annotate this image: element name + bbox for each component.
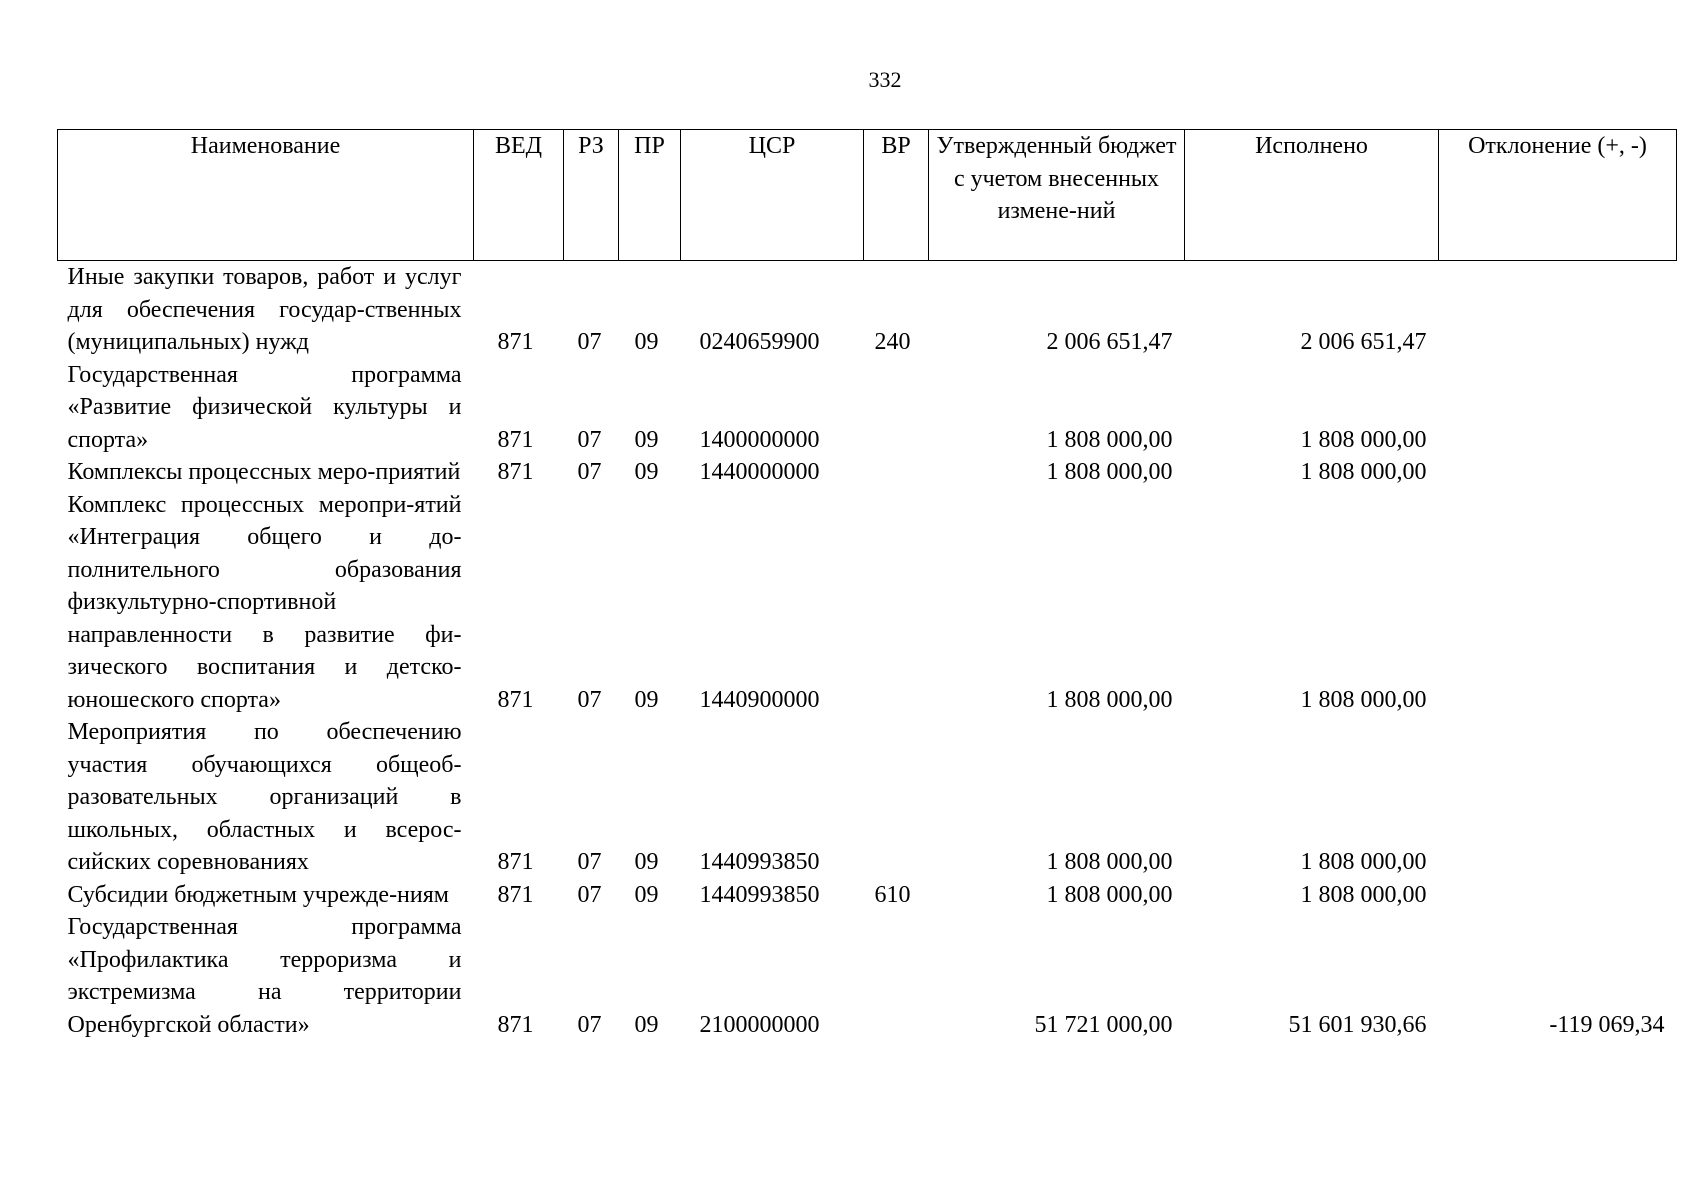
table-header — [58, 130, 1677, 261]
header-approved: Утвержденный бюджет с учетом внесенных измене-ний — [929, 130, 1185, 261]
header-row — [58, 130, 1677, 261]
header-rz: РЗ — [564, 130, 619, 261]
row-csr: 2100000000 — [699, 1011, 820, 1038]
row-pr: 09 — [634, 881, 659, 908]
row-pr: 09 — [634, 426, 659, 453]
row-approved: 1 808 000,00 — [1046, 426, 1173, 453]
row-approved: 1 808 000,00 — [1046, 849, 1173, 875]
row-vr — [864, 716, 929, 879]
row-ved: 871 — [497, 881, 534, 908]
row-executed: 1 808 000,00 — [1300, 459, 1427, 485]
row-approved: 1 808 000,00 — [1046, 686, 1173, 713]
row-csr: 1440900000 — [699, 686, 820, 713]
header-name: Наименование — [58, 130, 474, 261]
row-name: Комплексы процессных меро-приятий — [67, 459, 461, 485]
row-executed: 1 808 000,00 — [1300, 881, 1427, 908]
header-deviation: Отклонение (+, -) — [1439, 130, 1677, 261]
row-deviation — [1439, 359, 1677, 457]
row-vr: 240 — [874, 329, 911, 355]
row-deviation — [1439, 489, 1677, 717]
row-deviation — [1439, 716, 1677, 879]
row-approved: 2 006 651,47 — [1046, 329, 1173, 355]
row-vr: 610 — [874, 881, 911, 908]
row-csr: 0240659900 — [699, 329, 820, 355]
table-row — [58, 489, 1677, 717]
row-ved: 871 — [497, 426, 534, 453]
header-executed: Исполнено — [1185, 130, 1439, 261]
row-deviation: -119 069,34 — [1549, 1011, 1665, 1038]
row-csr: 1440993850 — [699, 881, 820, 908]
row-name: Мероприятия по обеспечению участия обучающихся общеоб-разовательных организаций в школьных, областных и всерос-сийских соревнованиях — [67, 719, 462, 875]
row-executed: 1 808 000,00 — [1300, 849, 1427, 875]
row-name: Государственная программа «Развитие физической культуры и спорта» — [67, 361, 462, 453]
row-vr — [864, 911, 929, 1041]
row-executed: 51 601 930,66 — [1288, 1011, 1427, 1038]
row-ved: 871 — [497, 459, 534, 485]
row-pr: 09 — [634, 1011, 659, 1038]
row-deviation — [1439, 456, 1677, 489]
table-body — [58, 261, 1677, 1042]
row-ved: 871 — [497, 849, 534, 875]
row-rz: 07 — [577, 849, 602, 875]
row-rz: 07 — [577, 426, 602, 453]
row-deviation — [1439, 261, 1677, 359]
row-ved: 871 — [497, 686, 534, 713]
row-name: Государственная программа «Профилактика терроризма и экстремизма на территории Оренбургской области» — [67, 914, 462, 1038]
row-name: Комплекс процессных меропри-ятий «Интеграция общего и до-полнительного образования физкультурно-спортивной направленности в развитие фи-зического воспитания и детско-юношеского спорта» — [67, 491, 462, 713]
row-csr: 1400000000 — [699, 426, 820, 453]
row-pr: 09 — [634, 686, 659, 713]
table-row — [58, 911, 1677, 1041]
table-row — [58, 879, 1677, 912]
table-row — [58, 716, 1677, 879]
row-approved: 1 808 000,00 — [1046, 881, 1173, 908]
row-rz: 07 — [577, 329, 602, 355]
row-vr — [864, 456, 929, 489]
header-ved: ВЕД — [474, 130, 564, 261]
row-executed: 1 808 000,00 — [1300, 426, 1427, 453]
row-rz: 07 — [577, 1011, 602, 1038]
row-approved: 1 808 000,00 — [1046, 459, 1173, 485]
row-approved: 51 721 000,00 — [1034, 1011, 1173, 1038]
row-rz: 07 — [577, 459, 602, 485]
table-row — [58, 359, 1677, 457]
row-rz: 07 — [577, 686, 602, 713]
row-pr: 09 — [634, 849, 659, 875]
row-ved: 871 — [497, 1011, 534, 1038]
row-csr: 1440993850 — [699, 849, 820, 875]
row-name: Субсидии бюджетным учрежде-ниям — [67, 881, 449, 908]
table-row — [58, 261, 1677, 359]
row-vr — [864, 359, 929, 457]
row-name: Иные закупки товаров, работ и услуг для обеспечения государ-ственных (муниципальных) нужд — [67, 264, 462, 355]
row-pr: 09 — [634, 329, 659, 355]
budget-table — [57, 129, 1677, 1041]
row-executed: 2 006 651,47 — [1300, 329, 1427, 355]
header-vr: ВР — [864, 130, 929, 261]
header-pr: ПР — [619, 130, 681, 261]
row-csr: 1440000000 — [699, 459, 820, 485]
row-deviation — [1439, 879, 1677, 912]
row-ved: 871 — [497, 329, 534, 355]
row-rz: 07 — [577, 881, 602, 908]
header-csr: ЦСР — [681, 130, 864, 261]
page-number: 332 — [868, 67, 902, 92]
row-pr: 09 — [634, 459, 659, 485]
table-row — [58, 456, 1677, 489]
row-executed: 1 808 000,00 — [1300, 686, 1427, 713]
row-vr — [864, 489, 929, 717]
